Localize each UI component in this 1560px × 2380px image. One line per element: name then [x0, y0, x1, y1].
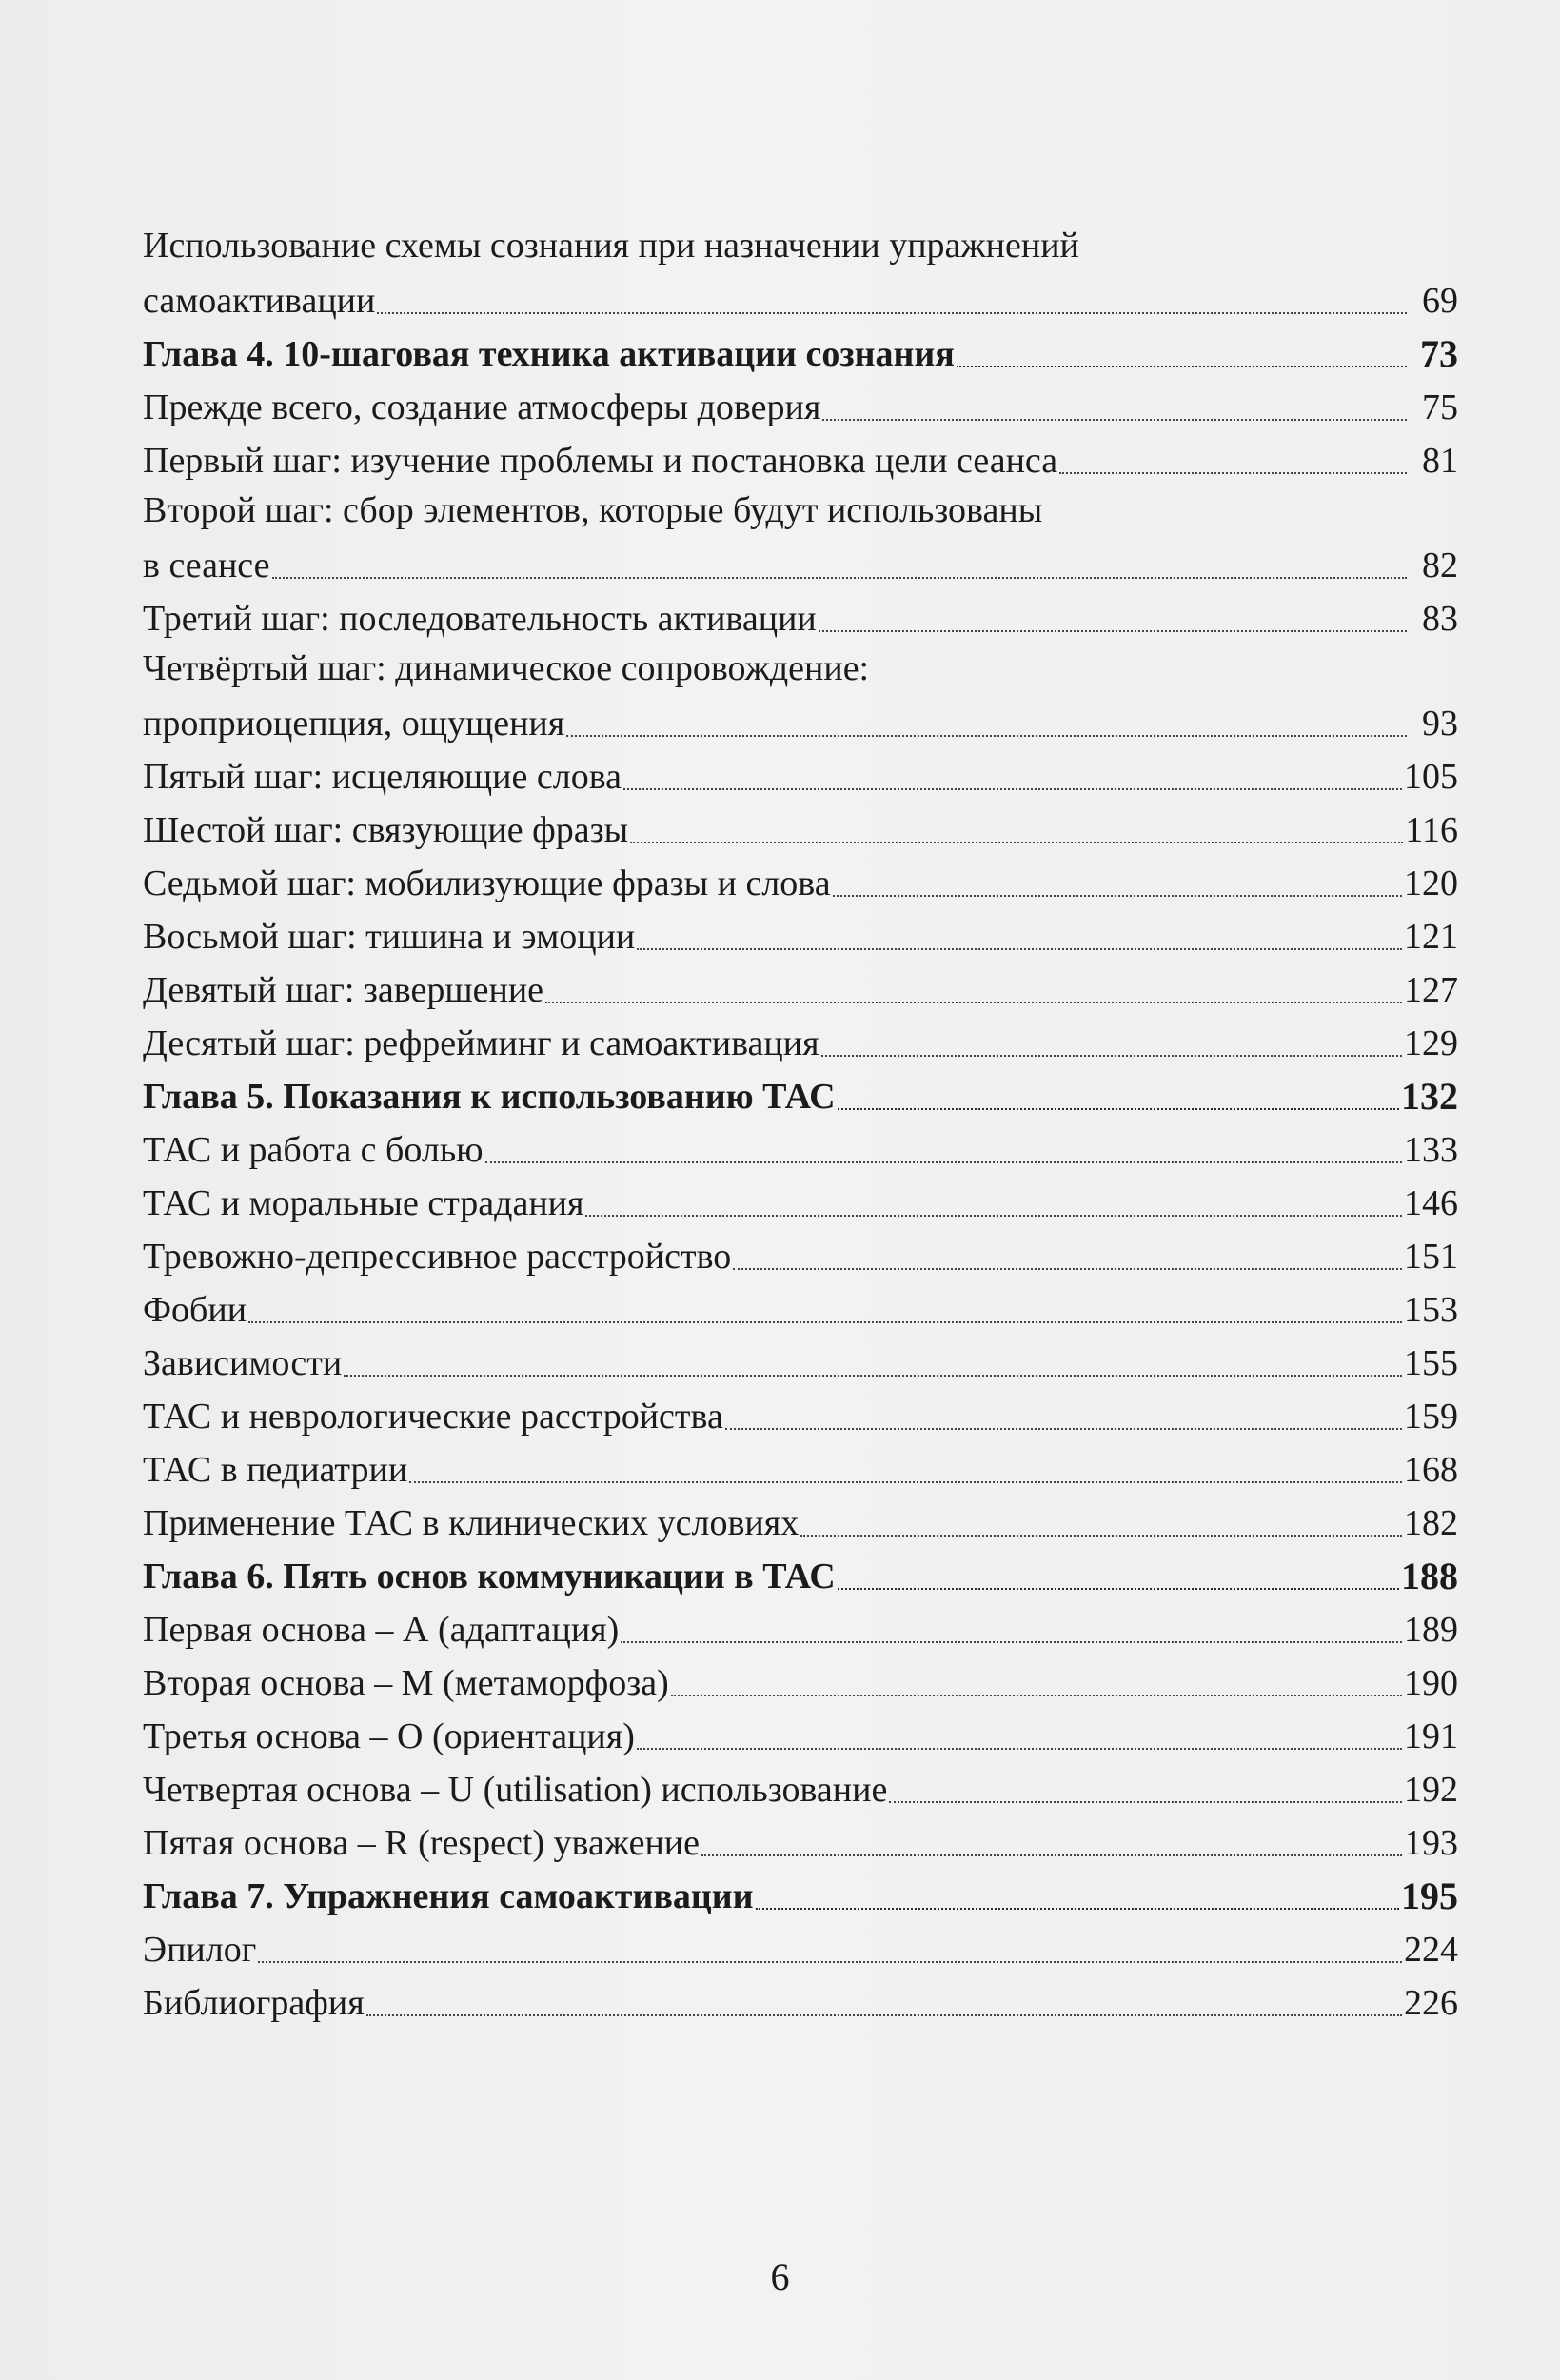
dot-leader — [630, 841, 1403, 843]
toc-entry-title: ТАС в педиатрии — [143, 1450, 408, 1490]
dot-leader — [409, 1480, 1402, 1483]
toc-entry — [143, 802, 1458, 855]
toc-entry-page: 191 — [1404, 1716, 1458, 1756]
toc-entry — [143, 1974, 1458, 2028]
toc-entry-page: 155 — [1404, 1343, 1458, 1383]
toc-entry — [143, 1601, 1458, 1655]
dot-leader — [545, 1001, 1402, 1003]
dot-leader — [366, 2013, 1402, 2016]
dot-leader — [725, 1427, 1402, 1430]
dot-leader — [637, 947, 1402, 950]
toc-entry-title: Первая основа – А (адаптация) — [143, 1610, 620, 1650]
toc-entry-title: проприоцепция, ощущения — [143, 704, 565, 744]
toc-entry-page: 189 — [1404, 1610, 1458, 1650]
toc-entry-page: 193 — [1404, 1823, 1458, 1863]
dot-leader — [621, 1640, 1402, 1643]
toc-entry-page: 81 — [1422, 441, 1458, 481]
toc-entry-title: ТАС и моральные страдания — [143, 1183, 584, 1223]
toc-entry — [143, 962, 1458, 1015]
toc-entry-page: 224 — [1404, 1930, 1458, 1970]
toc-entry-title: Четвертая основа – U (utilisation) использование — [143, 1770, 888, 1810]
toc-entry — [143, 1228, 1458, 1281]
toc-entry-title: Пятая основа – R (respect) уважение — [143, 1823, 701, 1863]
toc-entry-page: 132 — [1401, 1075, 1458, 1118]
toc-entry-title: Фобии — [143, 1290, 247, 1330]
toc-entry-page: 168 — [1404, 1450, 1458, 1490]
toc-entry-page: 151 — [1404, 1237, 1458, 1277]
toc-entry-page: 93 — [1422, 704, 1458, 744]
toc-entry-page: 195 — [1401, 1874, 1458, 1917]
toc-entry-page: 146 — [1404, 1183, 1458, 1223]
dot-leader — [822, 418, 1407, 421]
toc-entry-page: 226 — [1404, 1983, 1458, 2023]
toc-entry — [143, 221, 1458, 326]
toc-entry-title: самоактивации — [143, 281, 376, 321]
toc-entry — [143, 1815, 1458, 1868]
table-of-contents — [143, 221, 1458, 2028]
toc-entry-page: 69 — [1422, 281, 1458, 321]
toc-entry-page: 190 — [1404, 1663, 1458, 1703]
dot-leader — [248, 1320, 1402, 1323]
toc-entry — [143, 855, 1458, 908]
toc-entry-page: 153 — [1404, 1290, 1458, 1330]
toc-entry — [143, 1441, 1458, 1495]
toc-entry-title-line: Второй шаг: сбор элементов, которые будут использованы — [143, 490, 1043, 530]
toc-chapter-heading — [143, 1548, 1458, 1601]
toc-entry — [143, 1121, 1458, 1175]
toc-entry-title: Шестой шаг: связующие фразы — [143, 810, 629, 850]
dot-leader — [585, 1214, 1402, 1217]
toc-entry-title: Глава 6. Пять основ коммуникации в ТАС — [143, 1557, 836, 1597]
toc-entry-page: 121 — [1404, 917, 1458, 957]
toc-entry-page: 188 — [1401, 1555, 1458, 1597]
toc-entry-title: Глава 7. Упражнения самоактивации — [143, 1876, 754, 1916]
toc-entry-page: 192 — [1404, 1770, 1458, 1810]
dot-leader — [733, 1267, 1402, 1270]
toc-entry-title: Библиография — [143, 1983, 365, 2023]
toc-entry-title: Третья основа – О (ориентация) — [143, 1716, 635, 1756]
toc-entry — [143, 1655, 1458, 1708]
dot-leader — [889, 1800, 1402, 1803]
toc-entry — [143, 1281, 1458, 1335]
toc-chapter-heading — [143, 1068, 1458, 1121]
toc-entry-page: 105 — [1404, 757, 1458, 797]
toc-entry-title: Десятый шаг: рефрейминг и самоактивация — [143, 1023, 819, 1063]
dot-leader — [623, 787, 1402, 790]
toc-entry-title: Первый шаг: изучение проблемы и постановка цели сеанса — [143, 441, 1058, 481]
toc-entry — [143, 432, 1458, 486]
toc-entry — [143, 1175, 1458, 1228]
toc-entry — [143, 1708, 1458, 1761]
toc-entry-title: Третий шаг: последовательность активации — [143, 599, 817, 639]
dot-leader — [800, 1534, 1402, 1537]
dot-leader — [1059, 471, 1407, 474]
toc-entry-page: 83 — [1422, 599, 1458, 639]
toc-entry-title: Глава 4. 10-шаговая техника активации сознания — [143, 334, 955, 374]
dot-leader — [566, 734, 1407, 737]
toc-entry-page: 159 — [1404, 1397, 1458, 1437]
dot-leader — [701, 1854, 1402, 1856]
toc-entry-title: Зависимости — [143, 1343, 343, 1383]
dot-leader — [838, 1107, 1399, 1110]
toc-entry — [143, 486, 1458, 590]
dot-leader — [957, 365, 1407, 367]
toc-entry-title: Восьмой шаг: тишина и эмоции — [143, 917, 636, 957]
toc-entry — [143, 1495, 1458, 1548]
toc-entry-title: Пятый шаг: исцеляющие слова — [143, 757, 622, 797]
toc-entry — [143, 644, 1458, 748]
toc-entry — [143, 748, 1458, 802]
dot-leader — [637, 1747, 1402, 1750]
toc-entry-title: Прежде всего, создание атмосферы доверия — [143, 387, 821, 427]
toc-entry-page: 120 — [1404, 863, 1458, 903]
toc-entry — [143, 1921, 1458, 1974]
toc-entry-title: Глава 5. Показания к использованию ТАС — [143, 1077, 836, 1117]
dot-leader — [272, 576, 1407, 579]
toc-entry — [143, 1761, 1458, 1815]
toc-entry-page: 127 — [1404, 970, 1458, 1010]
dot-leader — [344, 1374, 1402, 1377]
toc-entry-title: Применение ТАС в клинических условиях — [143, 1503, 800, 1543]
dot-leader — [756, 1907, 1399, 1910]
dot-leader — [671, 1694, 1402, 1696]
toc-entry-title: ТАС и работа с болью — [143, 1130, 484, 1170]
toc-entry-title: Седьмой шаг: мобилизующие фразы и слова — [143, 863, 831, 903]
toc-entry — [143, 590, 1458, 644]
dot-leader — [821, 1054, 1402, 1057]
toc-entry-page: 73 — [1420, 332, 1458, 375]
toc-entry-title: Тревожно-депрессивное расстройство — [143, 1237, 732, 1277]
toc-entry — [143, 1388, 1458, 1441]
toc-entry — [143, 908, 1458, 962]
dot-leader — [258, 1960, 1402, 1963]
dot-leader — [833, 894, 1402, 897]
toc-chapter-heading — [143, 1868, 1458, 1921]
page-number: 6 — [770, 2255, 790, 2298]
toc-entry-title-line: Использование схемы сознания при назначении упражнений — [143, 226, 1079, 266]
toc-entry — [143, 379, 1458, 432]
dot-leader — [819, 629, 1407, 632]
toc-entry-page: 182 — [1404, 1503, 1458, 1543]
toc-entry-page: 82 — [1422, 545, 1458, 585]
toc-entry-page: 75 — [1422, 387, 1458, 427]
dot-leader — [377, 311, 1407, 314]
toc-entry — [143, 1015, 1458, 1068]
toc-entry-page: 116 — [1405, 810, 1458, 850]
toc-entry — [143, 1335, 1458, 1388]
toc-entry-title: в сеансе — [143, 545, 270, 585]
toc-entry-page: 133 — [1404, 1130, 1458, 1170]
toc-entry-title: ТАС и неврологические расстройства — [143, 1397, 723, 1437]
toc-chapter-heading — [143, 326, 1458, 379]
dot-leader — [838, 1587, 1399, 1590]
toc-entry-page: 129 — [1404, 1023, 1458, 1063]
toc-entry-title: Эпилог — [143, 1930, 257, 1970]
toc-entry-title: Вторая основа – М (метаморфоза) — [143, 1663, 669, 1703]
toc-entry-title: Девятый шаг: завершение — [143, 970, 544, 1010]
dot-leader — [485, 1160, 1402, 1163]
toc-entry-title-line: Четвёртый шаг: динамическое сопровождение: — [143, 648, 870, 688]
